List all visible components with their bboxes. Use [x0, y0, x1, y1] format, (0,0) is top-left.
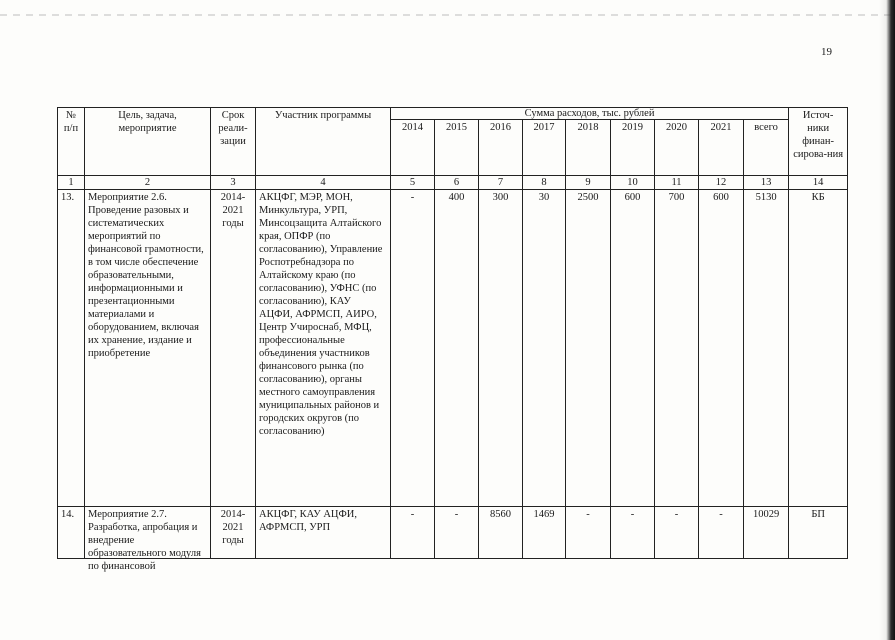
- column-number: 5: [391, 176, 435, 190]
- year-cell: 2019: [611, 120, 655, 176]
- column-number: 7: [479, 176, 523, 190]
- row-value: -: [391, 507, 435, 559]
- row-value: -: [655, 507, 699, 559]
- column-number: 11: [655, 176, 699, 190]
- row-value: -: [566, 507, 611, 559]
- expenses-table: [57, 107, 848, 572]
- row-number: 13.: [58, 190, 85, 507]
- column-number: 2: [85, 176, 211, 190]
- header-row: [58, 108, 848, 120]
- row-value: -: [611, 507, 655, 559]
- column-number: 4: [256, 176, 391, 190]
- header-term: Срок реали-зации: [211, 108, 256, 176]
- row-value: 700: [655, 190, 699, 507]
- column-number: 6: [435, 176, 479, 190]
- row-value: 600: [611, 190, 655, 507]
- row-value: -: [435, 507, 479, 559]
- header-participant: Участник программы: [256, 108, 391, 176]
- column-number: 10: [611, 176, 655, 190]
- column-number: 13: [744, 176, 789, 190]
- header-goal: Цель, задача, мероприятие: [85, 108, 211, 176]
- column-number: 8: [523, 176, 566, 190]
- row-value: 2500: [566, 190, 611, 507]
- row-value: 600: [699, 190, 744, 507]
- row-value: 1469: [523, 507, 566, 559]
- year-cell: 2016: [479, 120, 523, 176]
- row-term: 2014-2021 годы: [211, 190, 256, 507]
- row-total: 10029: [744, 507, 789, 559]
- table-row: [58, 507, 848, 559]
- row-source: БП: [789, 507, 848, 559]
- row-value: 8560: [479, 507, 523, 559]
- year-total-cell: всего: [744, 120, 789, 176]
- column-number: 9: [566, 176, 611, 190]
- page-edge-right: [879, 0, 895, 640]
- column-number: 14: [789, 176, 848, 190]
- row-participant: АКЦФГ, МЭР, МОН, Минкультура, УРП, Минсоцзащита Алтайского края, ОПФР (по согласованию), Управление Роспотребнадзора по Алтайскому краю (по согласованию), УФНС (по согласованию), КАУ АЦФИ, АФРМСП, АИРО, Центр Учироснаб, МФЦ, профессиональные объединения участников финансового рынка (по согласованию), органы местного самоуправления муниципальных районов и городских округов (по согласованию): [256, 190, 391, 507]
- year-cell: 2017: [523, 120, 566, 176]
- column-number: 3: [211, 176, 256, 190]
- row-source: КБ: [789, 190, 848, 507]
- row-activity: Мероприятие 2.6. Проведение разовых и систематических мероприятий по финансовой грамотности, в том числе обеспечение образовательными, информационными и презентационными материалами и оборудованием, включая их хранение, издание и приобретение: [85, 190, 211, 507]
- row-value: -: [699, 507, 744, 559]
- header-no: № п/п: [58, 108, 85, 176]
- row-number: 14.: [58, 507, 85, 559]
- year-cell: 2020: [655, 120, 699, 176]
- year-cell: 2015: [435, 120, 479, 176]
- row-participant: АКЦФГ, КАУ АЦФИ, АФРМСП, УРП: [256, 507, 391, 559]
- column-number: 12: [699, 176, 744, 190]
- year-cell: 2018: [566, 120, 611, 176]
- year-cell: 2014: [391, 120, 435, 176]
- row-value: 400: [435, 190, 479, 507]
- header-sum: Сумма расходов, тыс. рублей: [391, 108, 789, 120]
- page-number: 19: [821, 46, 832, 58]
- table-row: [58, 190, 848, 507]
- row-activity-cell: [85, 507, 211, 572]
- row-total: 5130: [744, 190, 789, 507]
- row-value: 300: [479, 190, 523, 507]
- column-number-row: [58, 176, 848, 190]
- page-edge-top: [0, 14, 895, 16]
- row-term: 2014-2021 годы: [211, 507, 256, 559]
- year-cell: 2021: [699, 120, 744, 176]
- row-activity: Мероприятие 2.7. Разработка, апробация и внедрение образовательного модуля по финансовой: [88, 509, 201, 572]
- row-value: 30: [523, 190, 566, 507]
- header-source: Источ-ники финан-сирова-ния: [789, 108, 848, 176]
- column-number: 1: [58, 176, 85, 190]
- row-value: -: [391, 190, 435, 507]
